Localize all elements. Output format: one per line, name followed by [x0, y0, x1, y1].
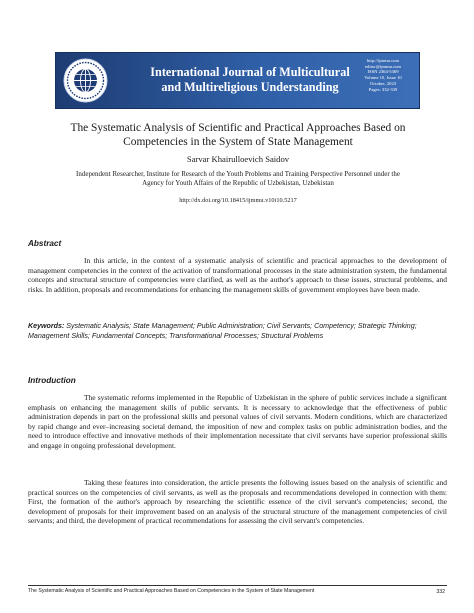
paper-title-line2: Competencies in the System of State Management: [123, 135, 353, 148]
abstract-text: In this article, in the context of a systematic analysis of scientific and practical approaches to the development of management competencies in the context of the activation of transformational processes in the state administration system, the fundamental concepts and structural structure of competencies were clarified, as well as the author's approach to these issues, structural problems, and risks. In addition, proposals and recommendations for enhancing the management skills of government employees have been made.: [28, 256, 447, 294]
paper-title: [60, 122, 416, 149]
paper-title-line1: The Systematic Analysis of Scientific and Practical Approaches Based on: [70, 122, 406, 134]
introduction-paragraph-1: The systematic reforms implemented in the Republic of Uzbekistan in the sphere of public services include a significant emphasis on enhancing the management skills of public servants. It is necessary to acknowledge that the effectiveness of public administration depends in part on the professional skills and personal values of civil servants. Modern conditions, which are characterized by rapid change and ever–increasing societal demand, the imposition of new and complex tasks on public administration bodies, and the need to introduce effective and innovative methods of their implementation necessitate that civil servants have superior professional skills and engage in ongoing professional development.: [28, 393, 447, 450]
abstract-heading: Abstract: [28, 239, 62, 248]
journal-logo-icon: [63, 58, 108, 103]
journal-title: [135, 65, 365, 95]
keywords-block: [28, 322, 447, 341]
affiliation-line1: Independent Researcher, Institute for Research of the Youth Problems and Training Perspective Personnel under the: [76, 170, 400, 178]
journal-volume: Volume 10, Issue 10: [364, 75, 402, 81]
footer-running-title: The Systematic Analysis of Scientific and Practical Approaches Based on Competencies in the System of State Management: [28, 588, 315, 594]
doi-link[interactable]: http://dx.doi.org/10.18415/ijmmu.v10i10.5217: [179, 197, 297, 204]
keywords-label: Keywords:: [28, 322, 65, 330]
author-name: Sarvar Khairulloevich Saidov: [186, 154, 290, 164]
journal-issn: ISSN 2364-5369: [367, 69, 399, 75]
page-footer: [28, 585, 447, 594]
page-number: 332: [436, 589, 445, 595]
journal-meta: [352, 58, 414, 92]
journal-title-line1: International Journal of Multicultural: [150, 65, 350, 79]
journal-date: October, 2023: [369, 80, 397, 86]
journal-url[interactable]: http://ijmmu.com: [366, 58, 400, 63]
introduction-paragraph-2: Taking these features into consideration, the article presents the following issues based on the analysis of scientific and practical sources on the competencies of civil servants, as well as the proposals and recommendations developed in connection with them: First, the formation of the author's approach by researching the scientific essence of the civil servant's competencies; second, the development of proposals for their improvement based on an analysis of the structural structure of the management competencies of civil servants; and third, the development of practical recommendations for assessing the civil servant's competencies.: [28, 478, 447, 526]
author-affiliation: [60, 170, 416, 189]
journal-email[interactable]: editor@ijmmu.com: [365, 63, 401, 69]
affiliation-line2: Agency for Youth Affairs of the Republic of Uzbekistan, Uzbekistan: [142, 179, 334, 188]
introduction-heading: Introduction: [28, 376, 76, 385]
journal-title-line2: and Multireligious Understanding: [161, 80, 339, 94]
journal-pages: Pages: 332-339: [368, 86, 398, 92]
keywords-text: Systematic Analysis; State Management; Public Administration; Civil Servants; Competency; Strategic Thinking; Management Skills; Fundamental Concepts; Transformational Processes; Structural Problems: [28, 322, 417, 340]
journal-banner: [55, 52, 420, 109]
